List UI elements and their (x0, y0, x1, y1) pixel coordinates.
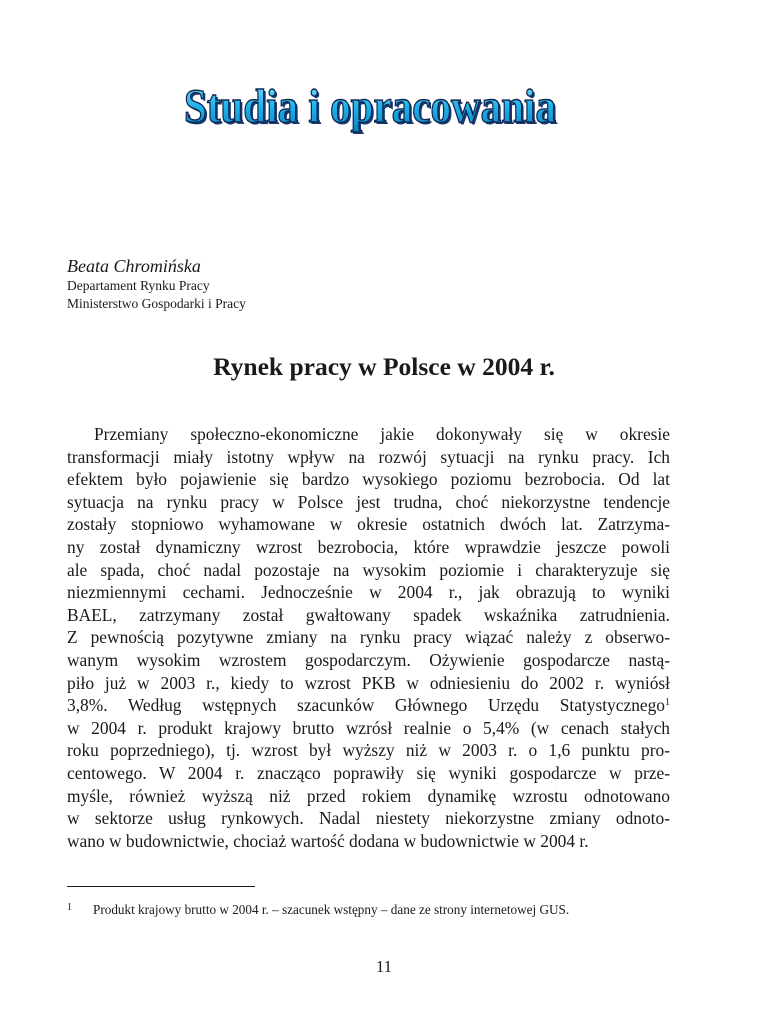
paragraph-line: wanym wysokim wzrostem gospodarczym. Ożywienie gospodarcze nastą- (67, 649, 670, 670)
paragraph-line-text: 3,8%. Według wstępnych szacunków Głównego Urzędu Statystycznego (67, 695, 665, 716)
paragraph-line: transformacji miały istotny wpływ na rozwój sytuacji na rynku pracy. Ich (67, 446, 670, 467)
paragraph-line: w 2004 r. produkt krajowy brutto wzrósł realnie o 5,4% (w cenach stałych (67, 717, 670, 738)
paragraph-line: Z pewnością pozytywne zmiany na rynku pracy wiązać należy z obserwo- (67, 627, 670, 648)
footnote-marker: 1 (67, 902, 72, 913)
author-ministry: Ministerstwo Gospodarki i Pracy (67, 296, 246, 311)
footnote-text: Produkt krajowy brutto w 2004 r. – szacunek wstępny – dane ze strony internetowej GUS. (93, 902, 570, 917)
footnote (67, 900, 569, 918)
paragraph-line: BAEL, zatrzymany został gwałtowany spadek wskaźnika zatrudnienia. (67, 604, 670, 625)
article-title: Rynek pracy w Polsce w 2004 r. (213, 352, 555, 381)
footnote-separator (67, 886, 255, 887)
banner-text: Studia i opracowania (184, 80, 556, 133)
paragraph-line: sytuacja na rynku pracy w Polsce jest trudna, choć niekorzystne tendencje (67, 491, 670, 512)
paragraph-line: wano w budownictwie, chociaż wartość dodana w budownictwie w 2004 r. (67, 830, 589, 851)
paragraph-line: piło już w 2003 r., kiedy to wzrost PKB w odniesieniu do 2002 r. wyniósł (67, 672, 670, 693)
section-banner-wordart (170, 70, 570, 140)
paragraph-line: roku poprzedniego), tj. wzrost był wyższy niż w 2003 r. o 1,6 punktu pro- (67, 740, 670, 761)
section-banner (170, 70, 570, 140)
paragraph-line-with-footnote (67, 694, 670, 717)
body-paragraph (67, 423, 670, 852)
paragraph-line: w sektorze usług rynkowych. Nadal niestety niekorzystne zmiany odnoto- (67, 808, 670, 829)
paragraph-line: efektem było pojawienie się bardzo wysokiego poziomu bezrobocia. Od lat (67, 469, 670, 490)
paragraph-line: centowego. W 2004 r. znacząco poprawiły się wyniki gospodarcze w prze- (67, 762, 670, 783)
author-block (67, 255, 246, 313)
paragraph-line: niezmiennymi cechami. Jednocześnie w 2004 r., jak obrazują to wyniki (67, 582, 670, 603)
paragraph-line: ny został dynamiczny wzrost bezrobocia, które wprawdzie jeszcze powoli (67, 536, 670, 557)
page-number: 11 (375, 957, 393, 976)
author-department: Departament Rynku Pracy (67, 278, 210, 293)
author-name: Beata Chromińska (67, 256, 201, 276)
paragraph-line: myśle, również wyższą niż przed rokiem dynamikę wzrostu odnotowano (67, 785, 670, 806)
paragraph-line: zostały stopniowo wyhamowane w okresie ostatnich dwóch lat. Zatrzyma- (67, 514, 670, 535)
paragraph-line: ale spada, choć nadal pozostaje na wysokim poziomie i charakteryzuje się (67, 559, 670, 580)
footnote-reference[interactable]: 1 (665, 697, 670, 709)
banner-shadow: Studia i opracowania (186, 82, 558, 135)
paragraph-line: Przemiany społeczno-ekonomiczne jakie dokonywały się w okresie (94, 424, 670, 444)
